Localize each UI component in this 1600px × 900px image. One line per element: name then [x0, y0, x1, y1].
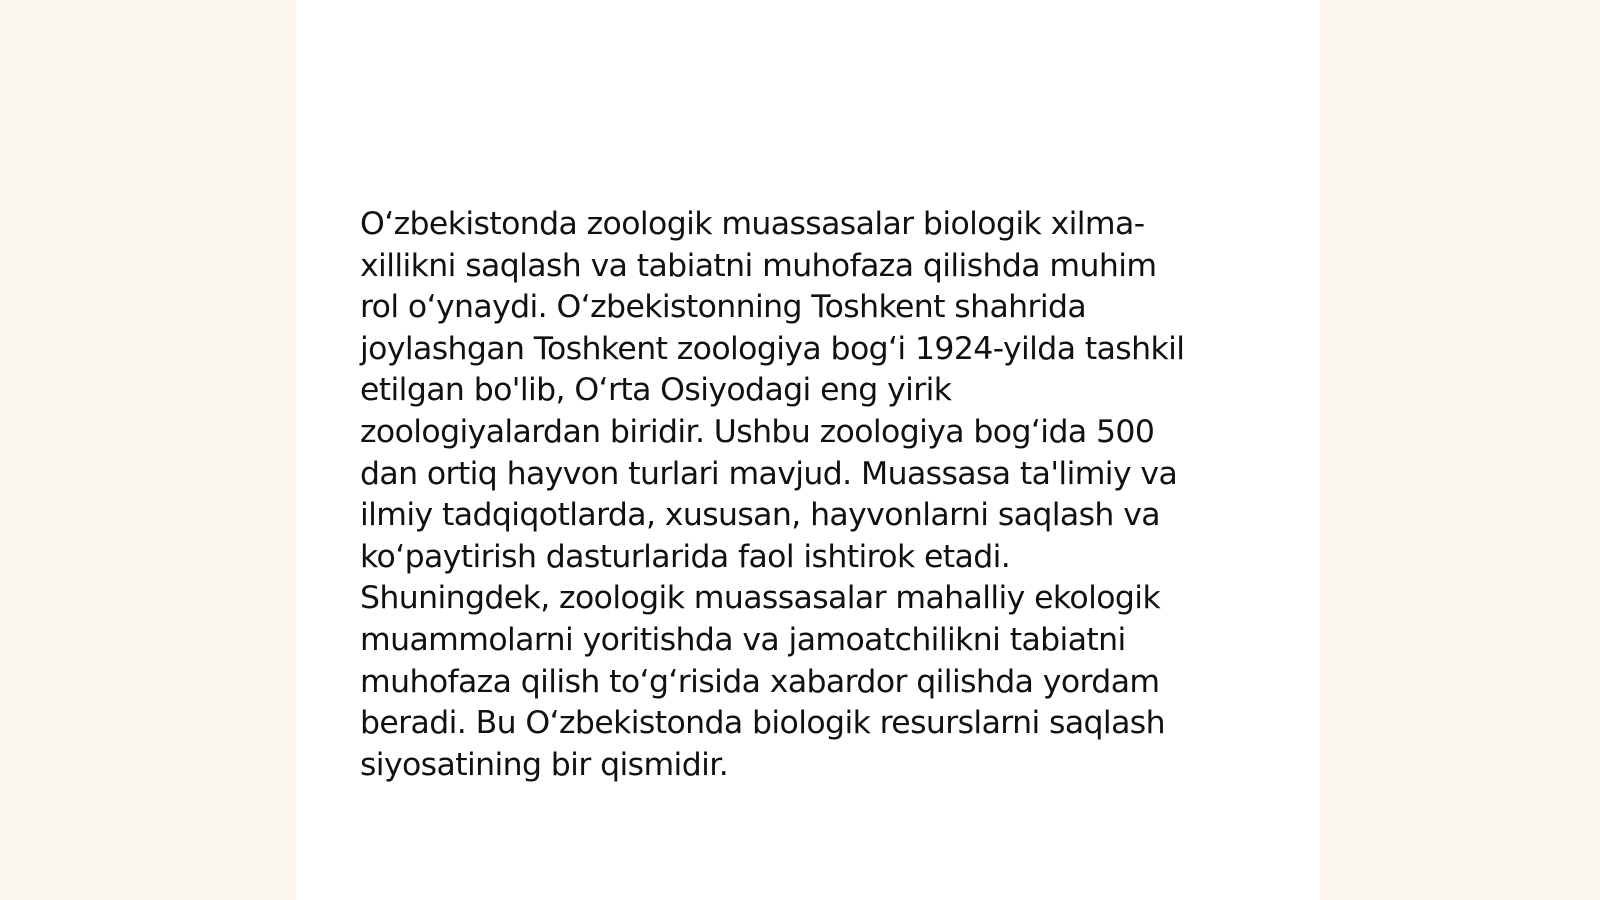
document-page [296, 0, 1320, 900]
body-paragraph: O‘zbekistonda zoologik muassasalar biologik xilma- xillikni saqlash va tabiatni muhofaza qilishda muhim rol o‘ynaydi. O‘zbekistonning Toshkent shahrida joylashgan Toshkent zoologiya bog‘i 1924-yilda tashkil etilgan bo'lib, O‘rta Osiyodagi eng yirik zoologiyalardan biridir. Ushbu zoologiya bog‘ida 500 dan ortiq hayvon turlari mavjud. Muassasa ta'limiy va ilmiy tadqiqotlarda, xususan, hayvonlarni saqlash va ko‘paytirish dasturlarida faol ishtirok etadi. Shuningdek, zoologik muassasalar mahalliy ekologik muammolarni yoritishda va jamoatchilikni tabiatni muhofaza qilish to‘g‘risida xabardor qilishda yordam beradi. Bu O‘zbekistonda biologik resurslarni saqlash siyosatining bir qismidir. [360, 206, 1185, 783]
